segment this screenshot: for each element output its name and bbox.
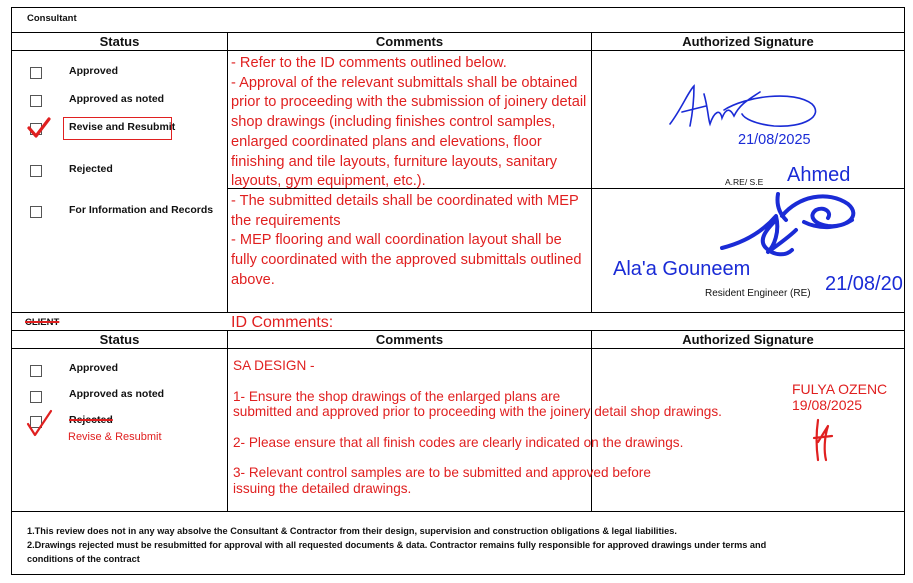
- checkbox-approved[interactable]: [30, 365, 42, 377]
- status-header: Status: [99, 34, 140, 49]
- signature-header: Authorized Signature: [682, 332, 814, 347]
- footnote-1: 1.This review does not in any way absolve the Consultant & Contractor from their design, supervision and construction obligations & legal liabilities.: [27, 526, 677, 536]
- footnote-2-continued: conditions of the contract: [27, 554, 140, 564]
- checkbox-approved-as-noted[interactable]: [30, 391, 42, 403]
- comment-line: - Refer to the ID comments outlined below.: [231, 55, 507, 71]
- client-comment-heading: SA DESIGN -: [233, 358, 315, 373]
- rule: [11, 511, 905, 512]
- signature-2-name: Ala'a Gouneem: [613, 258, 751, 280]
- signature-2-date: 21/08/20: [825, 273, 903, 295]
- status-label: Approved: [69, 362, 119, 374]
- checkbox-approved-as-noted[interactable]: [30, 95, 42, 107]
- consultant-comments: [231, 54, 591, 290]
- rule: [591, 330, 592, 512]
- status-label: Revise and Resubmit: [69, 121, 176, 133]
- comment-line: - MEP flooring and wall coordination layout shall be fully coordinated with the approved submittals outlined above.: [231, 232, 582, 288]
- rule: [11, 32, 905, 33]
- status-label: Approved as noted: [69, 388, 165, 400]
- signature-1-date: 21/08/2025: [738, 132, 811, 148]
- handwritten-status-note: Revise & Resubmit: [68, 431, 162, 443]
- client-comment-line: 2- Please ensure that all finish codes are clearly indicated on the drawings.: [233, 435, 684, 450]
- status-label: Rejected: [69, 414, 113, 426]
- checkbox-for-information[interactable]: [30, 206, 42, 218]
- frame-bottom: [11, 574, 905, 575]
- status-label: Approved as noted: [69, 93, 165, 105]
- checkmark-icon: [26, 116, 52, 140]
- checkbox-approved[interactable]: [30, 67, 42, 79]
- id-comments-label: ID Comments:: [231, 314, 334, 331]
- client-comment-line: 1- Ensure the shop drawings of the enlarged plans are: [233, 389, 561, 404]
- frame-top: [11, 7, 905, 8]
- rule: [227, 32, 228, 313]
- rule: [11, 330, 905, 331]
- rule: [11, 312, 905, 313]
- client-signature-name: FULYA OZENC: [792, 381, 888, 397]
- signature-1-name: Ahmed: [787, 164, 851, 186]
- status-label: Approved: [69, 65, 119, 77]
- signature-2-role: Resident Engineer (RE): [705, 288, 811, 299]
- checkbox-rejected[interactable]: [30, 165, 42, 177]
- client-signature-date: 19/08/2025: [792, 397, 863, 413]
- client-comment-line: submitted and approved prior to proceeding with the joinery detail shop drawings.: [233, 404, 722, 419]
- signature-scribble-2: [716, 186, 866, 266]
- comment-line: - Approval of the relevant submittals shall be obtained prior to proceeding with the submission of joinery detail shop drawings (including finishes control samples, enlarged coordinated plans and elevations, floor finishing and tile layouts, furniture layouts, sanitary layouts, gym equipment, etc.).: [231, 74, 587, 190]
- status-label: Rejected: [69, 163, 113, 175]
- rule: [227, 330, 228, 512]
- frame-right: [904, 7, 905, 575]
- comments-header: Comments: [375, 34, 444, 49]
- client-signature-scribble: [810, 412, 836, 464]
- client-comment-line: issuing the detailed drawings.: [233, 481, 412, 496]
- client-comment-line: 3- Relevant control samples are to be submitted and approved before: [233, 465, 651, 480]
- checkmark-icon: [24, 408, 54, 438]
- signature-header: Authorized Signature: [682, 34, 814, 49]
- comment-line: - The submitted details shall be coordinated with MEP the requirements: [231, 192, 579, 229]
- comments-header: Comments: [375, 332, 444, 347]
- rule: [11, 50, 905, 51]
- status-label: For Information and Records: [69, 204, 214, 216]
- client-section-label: CLIENT: [25, 317, 60, 328]
- rule: [591, 32, 592, 313]
- signature-1-role: A.RE/ S.E: [725, 177, 764, 187]
- signature-scribble-1: [664, 78, 824, 140]
- consultant-section-label: Consultant: [27, 13, 77, 24]
- footnote-2: 2.Drawings rejected must be resubmitted for approval with all requested documents & data. Contractor remains fully responsible for approved drawings under terms and: [27, 540, 767, 550]
- rule: [11, 348, 905, 349]
- status-header: Status: [99, 332, 140, 347]
- frame-left: [11, 7, 12, 575]
